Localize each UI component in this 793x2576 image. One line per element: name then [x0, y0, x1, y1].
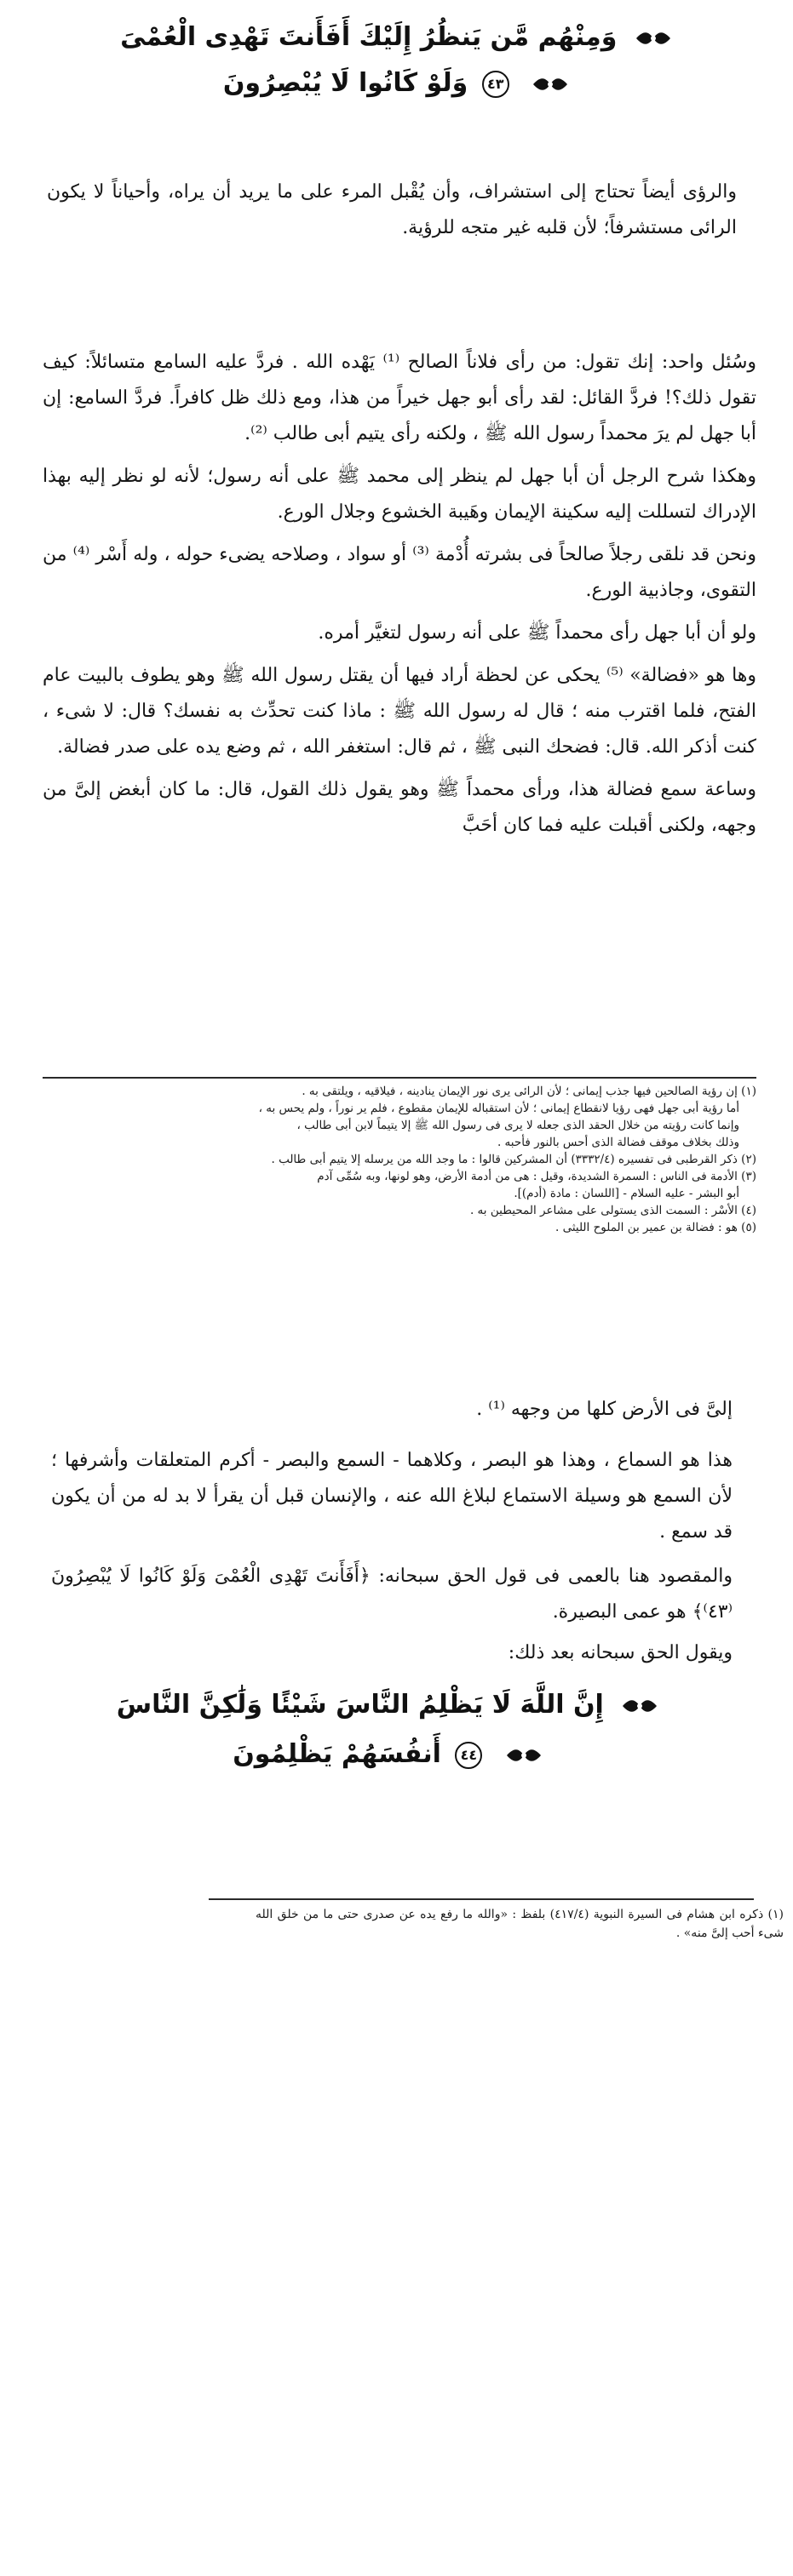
verse-44-end-ornament — [505, 1746, 543, 1765]
footnote-5: (٥) هو : فضالة بن عمير بن الملوح الليثى . — [555, 1221, 756, 1234]
footnote-separator-page3 — [209, 1898, 754, 1900]
footnote-3b: أبو البشر - عليه السلام - [اللسان : مادة (أدم)]. — [514, 1187, 739, 1200]
paragraph-4: ولو أن أبا جهل رأى محمداً ﷺ على أنه رسول لتغيَّر أمره. — [318, 622, 756, 644]
footnote-1d: وذلك بخلاف موقف فضالة الذى أحس بالنور فأحبه . — [497, 1136, 739, 1149]
verse-start-ornament — [635, 29, 672, 48]
verse-44-line1: إِنَّ اللَّهَ لَا يَظْلِمُ النَّاسَ شَيْئًا وَلَٰكِنَّ النَّاسَ — [116, 1690, 604, 1720]
verse-44-block — [51, 1681, 733, 1780]
footnote-3a: (٣) الأدمة فى الناس : السمرة الشديدة، وقيل : هى من أدمة الأرض، وهو لونها، وبه سُمِّى آدم — [317, 1170, 756, 1183]
page3-body — [51, 1392, 733, 1671]
verse-number-43: ٤٣ — [482, 71, 509, 98]
page2-footnotes — [43, 1083, 756, 1236]
page3-footnote: (١) ذكره ابن هشام فى السيرة النبوية (٤١٧/٤) بلفظ : «والله ما رفع يده عن صدرى حتى ما من خلق الله شىء أحب إلىَّ منه» . — [256, 1908, 784, 1940]
intro-paragraph: والرؤى أيضاً تحتاج إلى استشراف، وأن يُقْبل المرء على ما يريد أن يراه، وأحياناً لا يكون الرائى مستشرفاً؛ لأن قلبه غير متجه للرؤية. — [47, 181, 737, 238]
footnote-separator-page2 — [43, 1077, 756, 1079]
page2-body — [43, 345, 756, 844]
footnote-1a: (١) إن رؤية الصالحين فيها جذب إيمانى ؛ لأن الرائى يرى نور الإيمان ينادينه ، فيلاقيه ، ويلتقى به . — [302, 1085, 756, 1098]
paragraph-8: والمقصود هنا بالعمى فى قول الحق سبحانه: ﴿أَفَأَنتَ تَهْدِى الْعُمْىَ وَلَوْ كَانُوا لَا يُبْصِرُونَ ⁽٤٣⁾﴾ هو عمى البصيرة. — [51, 1566, 733, 1623]
footnote-4: (٤) الأسْر : السمت الذى يستولى على مشاعر المحيطين به . — [469, 1204, 756, 1217]
paragraph-9: ويقول الحق سبحانه بعد ذلك: — [508, 1642, 733, 1663]
paragraph-2: وهكذا شرح الرجل أن أبا جهل لم ينظر إلى محمد ﷺ على أنه رسول؛ لأنه لو نظر إليه بهذا الإدراك لتسللت إليه سكينة الإيمان وهَيبة الخشوع وجلال الورع. — [43, 466, 756, 523]
continuation-line: إلىَّ فى الأرض كلها من وجهه ⁽¹⁾ . — [476, 1399, 733, 1420]
paragraph-1: وسُئل واحد: إنك تقول: من رأى فلاناً الصالح ⁽¹⁾ يَهْده الله . فردَّ عليه السامع متسائلاً: كيف تقول ذلك؟! فردَّ القائل: لقد رأى أبو جهل خيراً من هذا، ومع ذلك ظل كافراً. فردَّ السامع: إن أبا جهل لم يرَ محمداً رسول الله ﷺ ، ولكنه رأى يتيم أبى طالب ⁽²⁾. — [43, 352, 757, 444]
footnote-1c: وإنما كانت رؤيته من خلال الحقد الذى جعله لا يرى فى رسول الله ﷺ إلا يتيماً لابن أبى طالب ، — [296, 1119, 739, 1132]
verse-number-44: ٤٤ — [455, 1742, 482, 1769]
verse-end-ornament — [532, 75, 569, 94]
paragraph-7: هذا هو السماع ، وهذا هو البصر ، وكلاهما - السمع والبصر - أكرم المتعلقات وأشرفها ؛ لأن السمع هو وسيلة الاستماع لبلاغ الله عنه ، والإنسان قبل أن يقرأ لا بد له من أن يكون قد سمع . — [51, 1450, 733, 1543]
paragraph-3: ونحن قد نلقى رجلاً صالحاً فى بشرته أُدْمة ⁽³⁾ أو سواد ، وصلاحه يضىء حوله ، وله أَسْر ⁽⁴⁾ من التقوى، وجاذبية الورع. — [43, 544, 756, 601]
paragraph-5: وها هو «فضالة» ⁽⁵⁾ يحكى عن لحظة أراد فيها أن يقتل رسول الله ﷺ وهو يطوف بالبيت عام الفتح، فلما اقترب منه ؛ قال له رسول الله ﷺ : ماذا كنت تحدِّث به نفسك؟ قال: لا شىء ، كنت أذكر الله. قال: فضحك النبى ﷺ ، ثم قال: استغفر الله ، ثم وضع يده على صدر فضالة. — [43, 665, 756, 758]
paragraph-6: وساعة سمع فضالة هذا، ورأى محمداً ﷺ وهو يقول ذلك القول، قال: ما كان أبغض إلىَّ من وجهه، ولكنى أقبلت عليه فما كان أحَبَّ — [43, 779, 756, 836]
footnote-2: (٢) ذكر القرطبى فى تفسيره (٣٣٣٢/٤) أن المشركين قالوا : ما وجد الله من يرسله إلا يتيم أبى طالب . — [271, 1153, 756, 1166]
footnote-1b: أما رؤية أبى جهل فهى رؤيا لانقطاع إيمانى ؛ لأن استقباله للإيمان مقطوع ، فلم ير نوراً ، ولم يحس به ، — [258, 1102, 739, 1115]
verse-43-block — [51, 15, 750, 107]
verse-44-line2: أَنفُسَهُمْ يَظْلِمُونَ — [233, 1739, 441, 1769]
verse-43-line1: وَمِنْهُم مَّن يَنظُرُ إِلَيْكَ أَفَأَنتَ تَهْدِى الْعُمْىَ — [120, 22, 618, 52]
verse-43-line2: وَلَوْ كَانُوا لَا يُبْصِرُونَ — [222, 68, 468, 98]
verse-44-start-ornament — [621, 1697, 658, 1715]
